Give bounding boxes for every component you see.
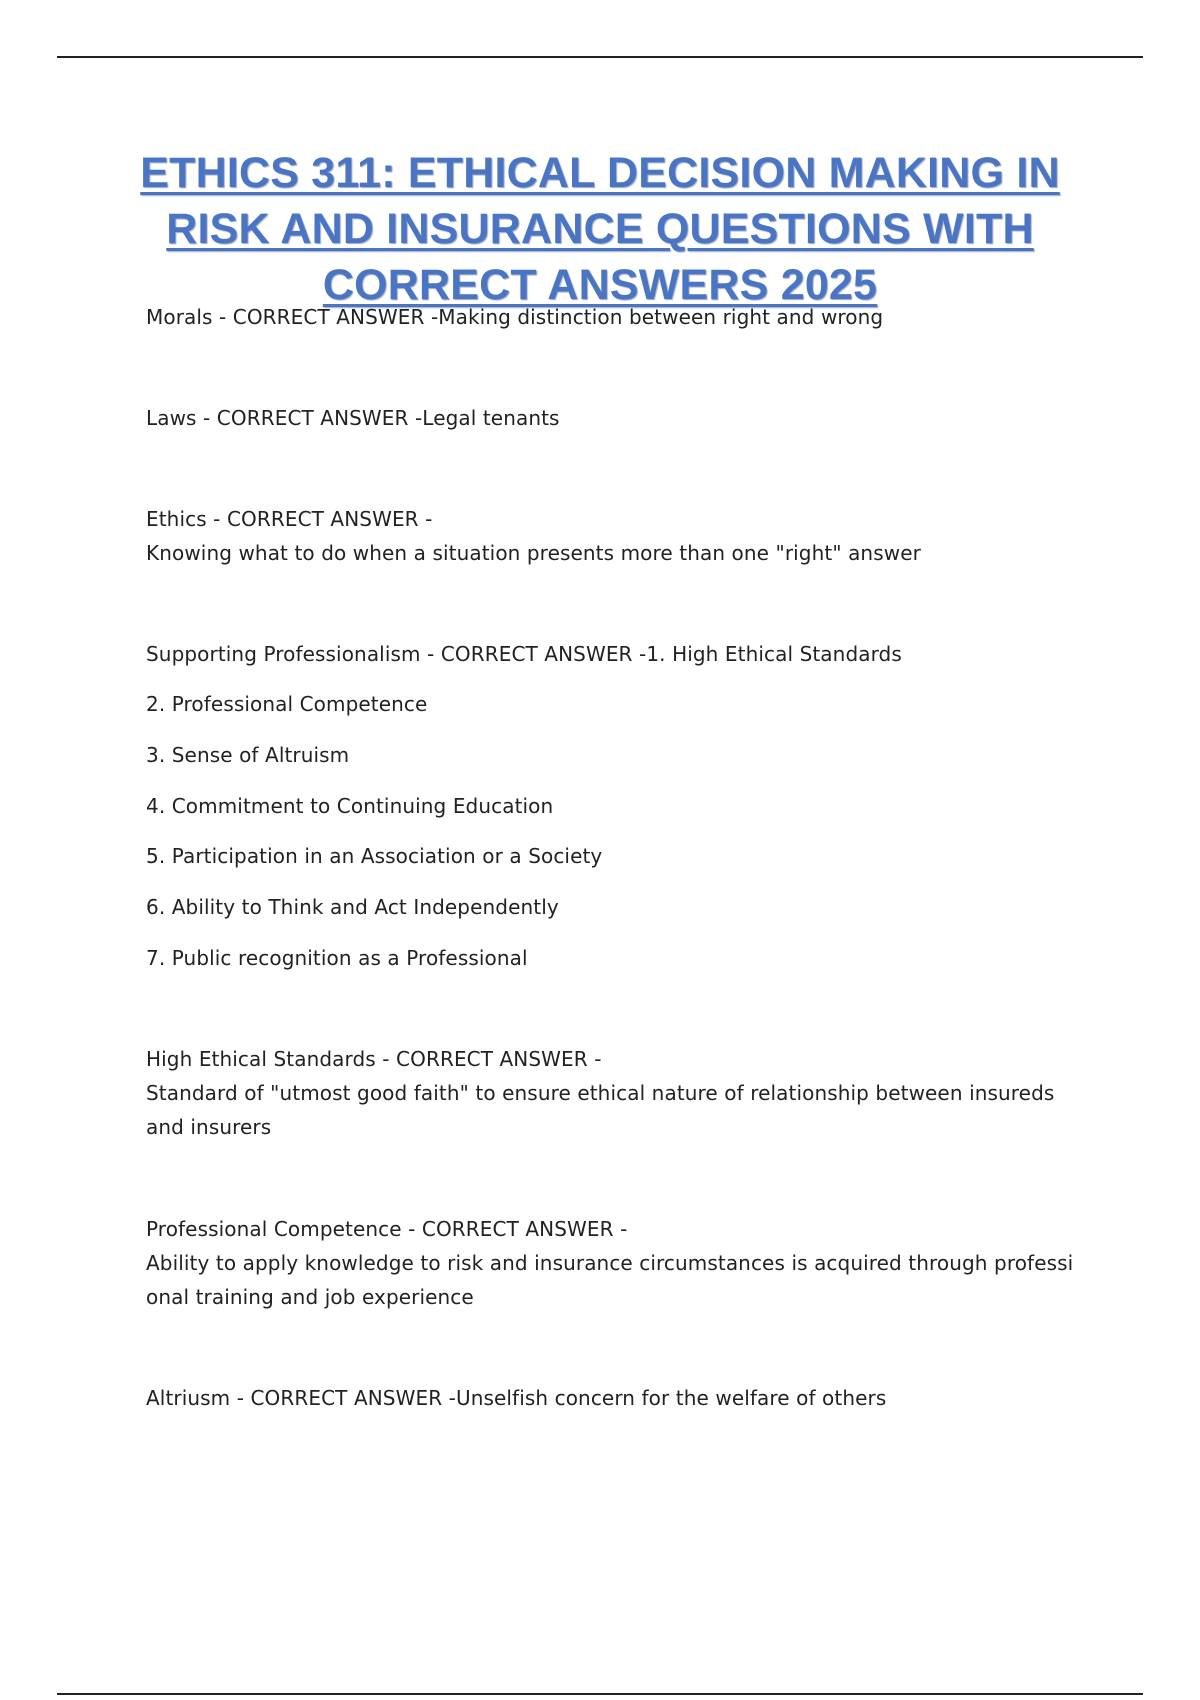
qa-morals: Morals - CORRECT ANSWER -Making distinction between right and wrong [146,305,884,329]
qa-altruism: Altriusm - CORRECT ANSWER -Unselfish concern for the welfare of others [146,1386,887,1410]
list-item: 3. Sense of Altruism [146,743,350,767]
qa-high-ethical-standards-answer: Standard of "utmost good faith" to ensure ethical nature of relationship between insureds [146,1081,1055,1105]
qa-laws: Laws - CORRECT ANSWER -Legal tenants [146,406,560,430]
qa-professional-competence-answer: Ability to apply knowledge to risk and insurance circumstances is acquired through professi [146,1251,1074,1275]
qa-professional-competence-term: Professional Competence - CORRECT ANSWER - [146,1217,628,1241]
qa-high-ethical-standards-term: High Ethical Standards - CORRECT ANSWER - [146,1047,602,1071]
top-rule [57,56,1143,58]
bottom-rule [57,1693,1143,1695]
list-item: 7. Public recognition as a Professional [146,946,528,970]
qa-professional-competence-answer-cont: onal training and job experience [146,1285,474,1309]
list-item: 6. Ability to Think and Act Independently [146,895,559,919]
qa-ethics-answer: Knowing what to do when a situation presents more than one "right" answer [146,541,921,565]
document-title: ETHICS 311: ETHICAL DECISION MAKING IN RISK AND INSURANCE QUESTIONS WITH CORRECT ANSWERS 2025 [140,149,1060,309]
qa-supporting-professionalism: Supporting Professionalism - CORRECT ANSWER -1. High Ethical Standards [146,642,902,666]
qa-ethics-term: Ethics - CORRECT ANSWER - [146,507,433,531]
list-item: 4. Commitment to Continuing Education [146,794,554,818]
list-item: 5. Participation in an Association or a Society [146,844,603,868]
list-item: 2. Professional Competence [146,692,428,716]
qa-high-ethical-standards-answer-cont: and insurers [146,1115,272,1139]
